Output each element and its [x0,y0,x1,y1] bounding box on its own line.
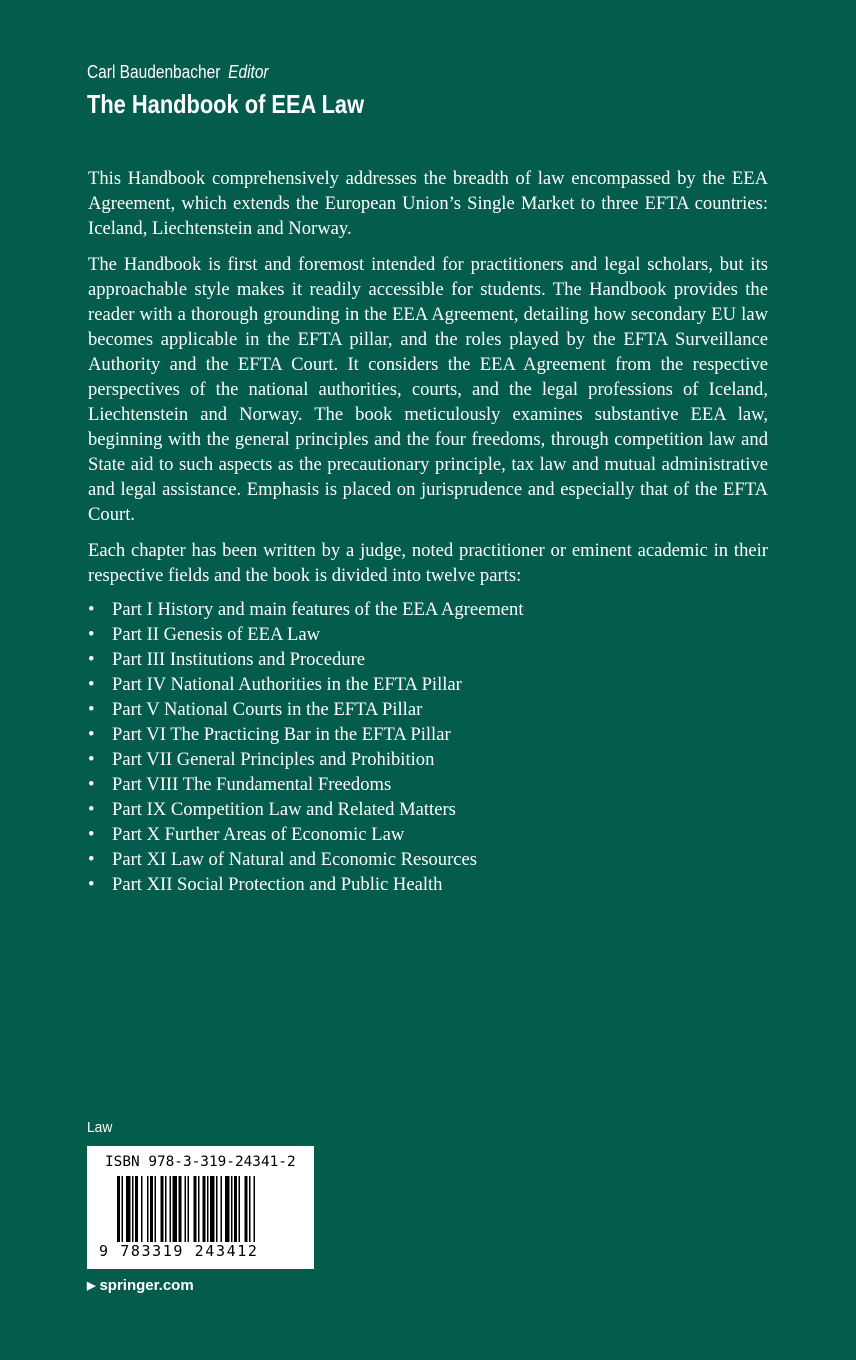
editor-role: Editor [228,62,269,82]
list-item: • Part VI The Practicing Bar in the EFTA Pillar [88,724,451,745]
list-item: • Part VIII The Fundamental Freedoms [88,774,392,795]
publisher-link[interactable] [87,1277,194,1294]
bullet-icon: • [88,799,95,820]
list-item: • Part XI Law of Natural and Economic Resources [88,849,478,870]
list-item: • Part X Further Areas of Economic Law [88,824,405,845]
bullet-icon: • [88,599,95,620]
list-item: • Part IV National Authorities in the EFTA Pillar [88,674,462,695]
blurb [88,166,768,897]
bullet-icon: • [88,699,95,720]
list-item: • Part V National Courts in the EFTA Pillar [88,699,423,720]
list-item: • Part I History and main features of the EEA Agreement [88,599,524,620]
website-label: springer.com [99,1277,194,1294]
bullet-icon: • [88,749,95,770]
author-line [87,60,371,84]
list-item: • Part II Genesis of EEA Law [88,624,321,645]
bullet-icon: • [88,824,95,845]
parts-list [88,597,768,897]
author-name: Carl Baudenbacher [87,62,221,82]
bullet-icon: • [88,874,95,895]
blurb-paragraph-1: This Handbook comprehensively addresses the breadth of law encompassed by the EEA Agreement, which extends the European Union’s Single Market to three EFTA countries: Iceland, Liechtenstein and Norway. [88,168,768,239]
book-title: The Handbook of EEA Law [87,89,365,119]
list-item: • Part XII Social Protection and Public Health [88,874,443,895]
isbn-barcode [87,1146,314,1269]
list-item: • Part IX Competition Law and Related Matters [88,799,456,820]
subject-category: Law [87,1119,113,1136]
isbn-label: ISBN 978-3-319-24341-2 [105,1154,296,1170]
list-item: • Part III Institutions and Procedure [88,649,366,670]
bullet-icon: • [88,724,95,745]
list-item: • Part VII General Principles and Prohibition [88,749,435,770]
bullet-icon: • [88,674,95,695]
bullet-icon: • [88,649,95,670]
bullet-icon: • [88,624,95,645]
bullet-icon: • [88,849,95,870]
bullet-icon: • [88,774,95,795]
blurb-paragraph-2: The Handbook is first and foremost intended for practitioners and legal scholars, but its approachable style makes it readily accessible for students. The Handbook provides the reader with a thorough grounding in the EEA Agreement, detailing how secondary EU law becomes applicable in the EFTA pillar, and the roles played by the EFTA Surveillance Authority and the EFTA Court. It considers the EEA Agreement from the respective perspectives of the national authorities, courts, and the legal professions of Iceland, Liechtenstein and Norway. The book meticulously examines substantive EEA law, beginning with the general principles and the four freedoms, through competition law and State aid to such aspects as the precautionary principle, tax law and mutual administrative and legal assistance. Emphasis is placed on jurisprudence and especially that of the EFTA Court. [88,254,768,525]
arrow-right-icon: ▶ [87,1280,96,1292]
cover-header [87,60,417,122]
barcode-digits: 9 783319 243412 [99,1242,259,1260]
blurb-paragraph-3: Each chapter has been written by a judge, noted practitioner or eminent academic in their respective fields and the book is divided into twelve parts: [88,540,768,586]
